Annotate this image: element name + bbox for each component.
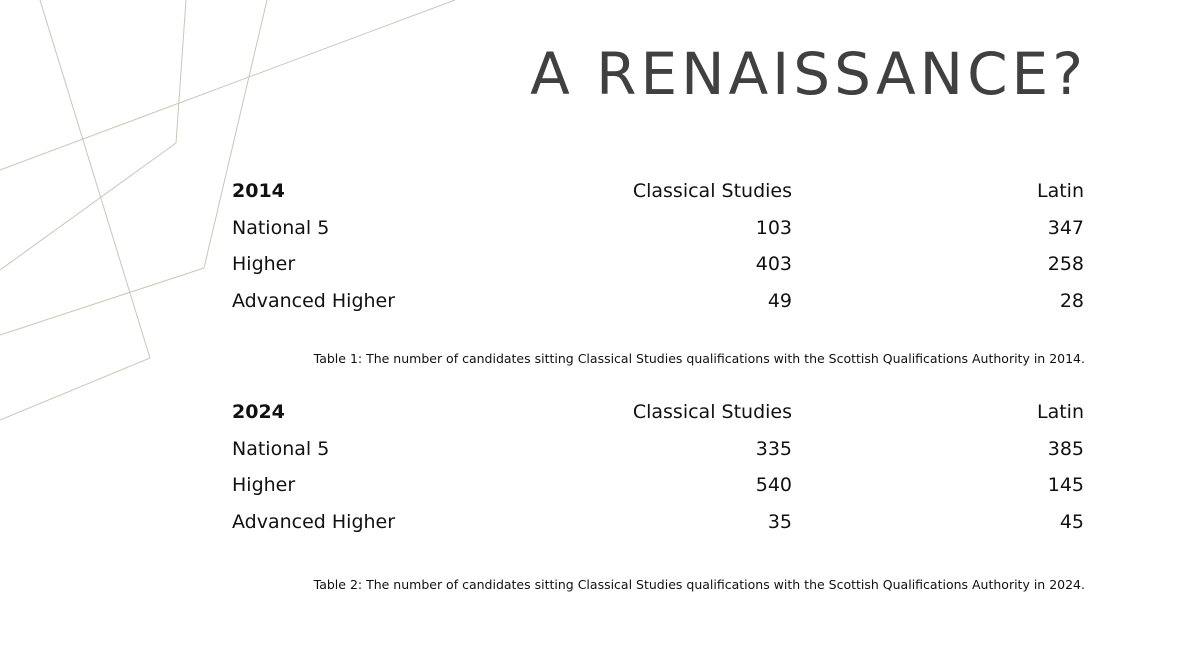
decor-line [0, 0, 455, 170]
column-header-latin: Latin [1037, 401, 1084, 424]
latin-value: 28 [1059, 289, 1084, 312]
table-row [232, 246, 1084, 283]
table-row [232, 467, 1084, 504]
latin-value: 45 [1059, 510, 1084, 533]
row-label: National 5 [232, 216, 330, 239]
year-label: 2014 [232, 180, 285, 203]
classical-studies-value: 49 [767, 289, 792, 312]
classical-studies-value: 335 [755, 437, 792, 460]
table-caption-2024: Table 2: The number of candidates sitting Classical Studies qualifications with the Scottish Qualifications Authority in 2024. [313, 577, 1085, 592]
slide-title: A RENAISSANCE? [530, 40, 1087, 108]
classical-studies-value: 35 [767, 510, 792, 533]
row-label: Higher [232, 474, 296, 497]
latin-value: 385 [1047, 437, 1084, 460]
table-caption-2014: Table 1: The number of candidates sitting Classical Studies qualifications with the Scottish Qualifications Authority in 2014. [313, 351, 1085, 366]
latin-value: 145 [1047, 474, 1084, 497]
table-row [232, 431, 1084, 468]
column-header-latin: Latin [1037, 180, 1084, 203]
table-row [232, 283, 1084, 320]
decor-line [0, 358, 150, 420]
row-label: Advanced Higher [232, 289, 396, 312]
table-row [232, 210, 1084, 247]
row-label: Higher [232, 253, 296, 276]
column-header-classical-studies: Classical Studies [632, 180, 792, 203]
decor-line [0, 268, 204, 335]
table-row [232, 504, 1084, 541]
year-label: 2024 [232, 401, 285, 424]
column-header-classical-studies: Classical Studies [632, 401, 792, 424]
row-label: National 5 [232, 437, 330, 460]
candidates-table-2024 [232, 394, 1084, 540]
classical-studies-value: 103 [755, 216, 792, 239]
candidates-table-2014 [232, 173, 1084, 319]
table-header-row [232, 173, 1084, 210]
decor-line [0, 143, 176, 270]
classical-studies-value: 403 [755, 253, 792, 276]
table-header-row [232, 394, 1084, 431]
latin-value: 347 [1047, 216, 1084, 239]
latin-value: 258 [1047, 253, 1084, 276]
classical-studies-value: 540 [755, 474, 792, 497]
decor-line [176, 0, 186, 143]
row-label: Advanced Higher [232, 510, 396, 533]
